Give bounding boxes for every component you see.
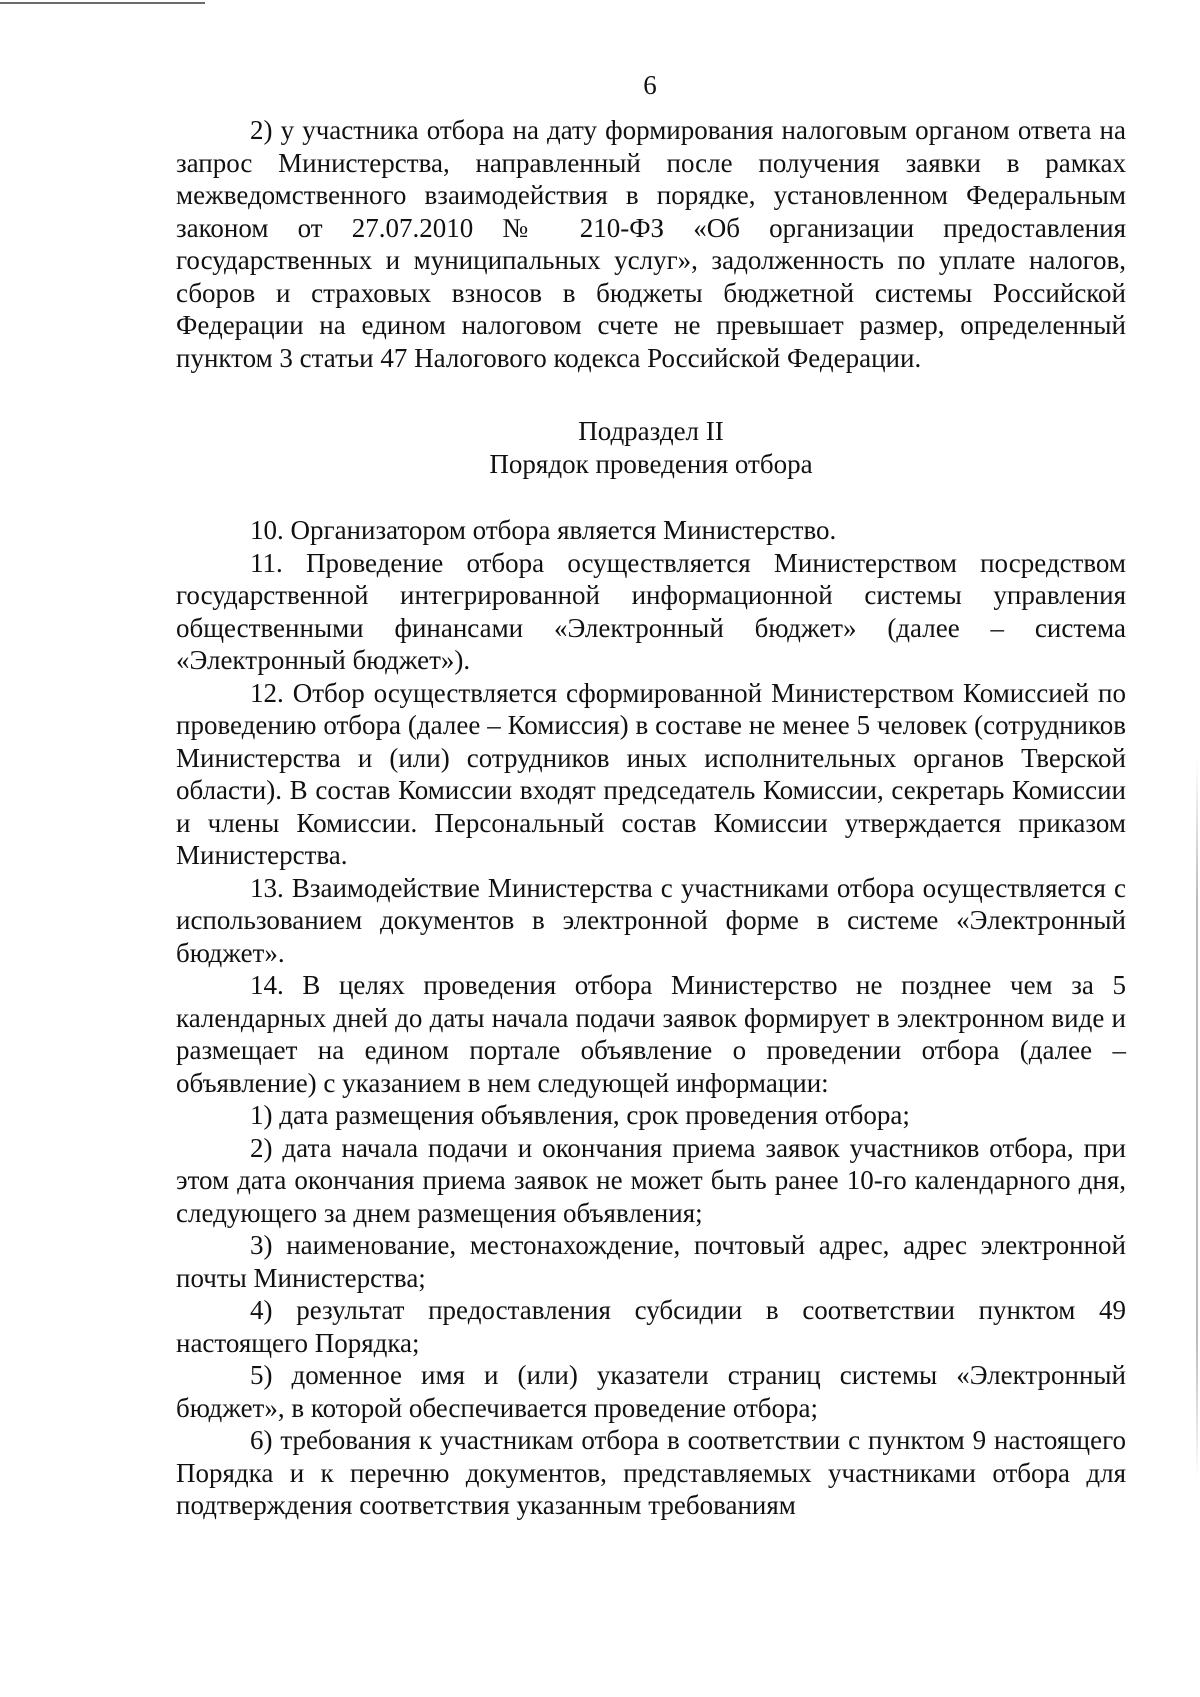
scan-edge-line (0, 2, 205, 4)
paragraph-14: 14. В целях проведения отбора Министерство не позднее чем за 5 календарных дней до даты начала подачи заявок формирует в электронном виде и размещает на едином портале объявление о проведении отбора (далее – объявление) с указанием в нем следующей информации: (176, 970, 1126, 1098)
subsection-label: Подраздел II (578, 416, 724, 446)
paragraph-2-tax-debt: 2) у участника отбора на дату формирования налоговым органом ответа на запрос Министерства, направленный после получения заявки в рамках межведомственного взаимодействия в порядке, установленном Федеральным законом от 27.07.2010 № 210-ФЗ «Об организации предоставления государственных и муниципальных услуг», задолженность по уплате налогов, сборов и страховых взносов в бюджеты бюджетной системы Российской Федерации на едином налоговом счете не превышает размер, определенный пунктом 3 статьи 47 Налогового кодекса Российской Федерации. (176, 115, 1126, 373)
paragraph-10: 10. Организатором отбора является Министерство. (250, 515, 837, 545)
paragraph-12: 12. Отбор осуществляется сформированной Министерством Комиссией по проведению отбора (далее – Комиссия) в составе не менее 5 человек (сотрудников Министерства и (или) сотрудников иных исполнительных органов Тверской области). В состав Комиссии входят председатель Комиссии, секретарь Комиссии и члены Комиссии. Персональный состав Комиссии утверждается приказом Министерства. (176, 677, 1126, 870)
document-body (176, 114, 1126, 1522)
page-number: 6 (643, 70, 657, 100)
list-item-14-4: 4) результат предоставления субсидии в соответствии пунктом 49 настоящего Порядка; (176, 1295, 1126, 1358)
section-heading (176, 415, 1126, 481)
list-item-14-6: 6) требования к участникам отбора в соответствии с пунктом 9 настоящего Порядка и к перечню документов, представляемых участниками отбора для подтверждения соответствия указанным требованиям (176, 1425, 1126, 1520)
subsection-title: Порядок проведения отбора (489, 449, 813, 479)
list-item-14-1: 1) дата размещения объявления, срок проведения отбора; (250, 1100, 910, 1130)
list-item-14-5: 5) доменное имя и (или) указатели страниц системы «Электронный бюджет», в которой обеспечивается проведение отбора; (176, 1360, 1126, 1423)
list-item-14-3: 3) наименование, местонахождение, почтовый адрес, адрес электронной почты Министерства; (176, 1230, 1126, 1293)
paragraph-11: 11. Проведение отбора осуществляется Министерством посредством государственной интегрированной информационной системы управления общественными финансами «Электронный бюджет» (далее – система «Электронный бюджет»). (176, 547, 1126, 675)
paragraph-13: 13. Взаимодействие Министерства с участниками отбора осуществляется с использованием документов в электронной форме в системе «Электронный бюджет». (176, 872, 1126, 968)
scan-edge-shadow (1196, 760, 1198, 1480)
list-item-14-2: 2) дата начала подачи и окончания приема заявок участников отбора, при этом дата окончания приема заявок не может быть ранее 10-го календарного дня, следующего за днем размещения объявления; (176, 1132, 1126, 1228)
